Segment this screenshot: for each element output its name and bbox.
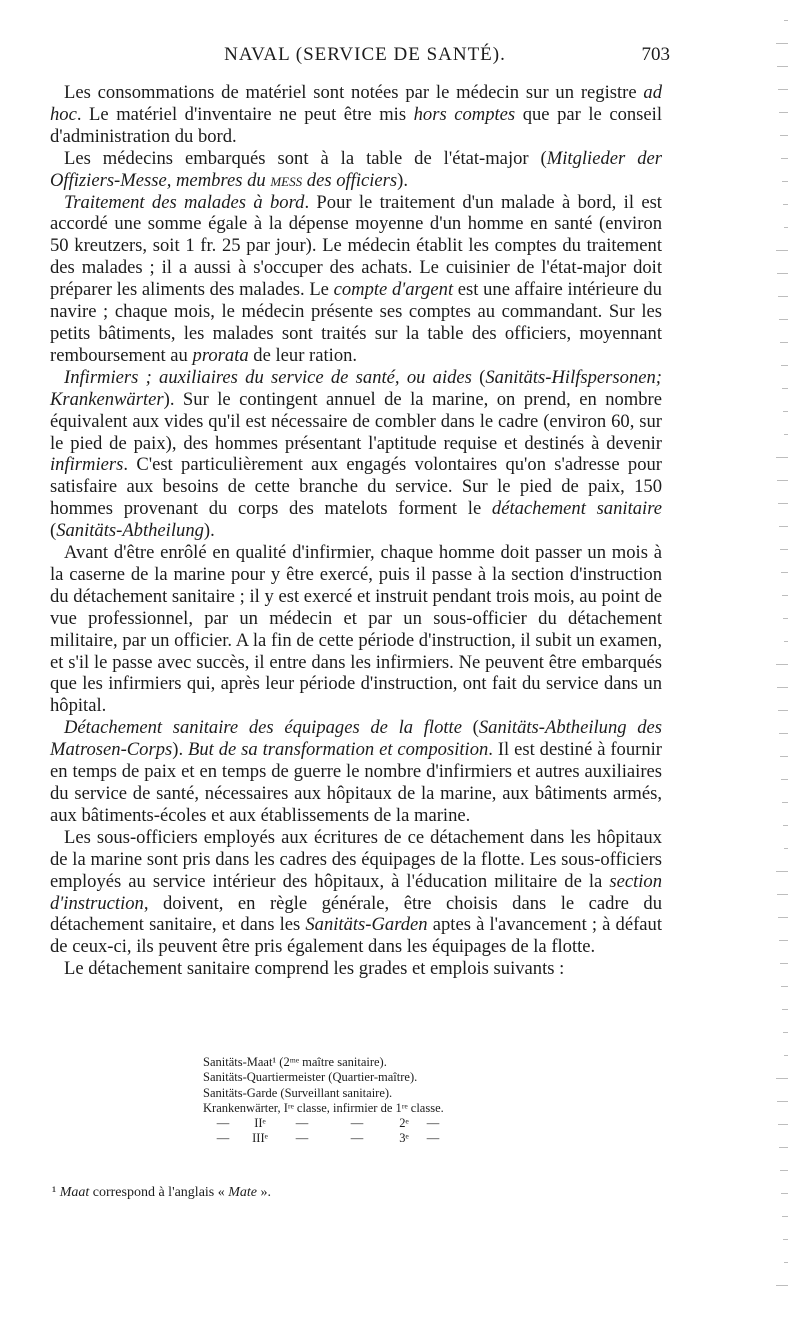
text-run: . Pour le traitement d'un malade à bord, il est accordé une somme égale à la dépense moyenne d'un homme en santé (environ 50 kreutzers, soit 1 fr. 25 par jour). Le médecin établit les comptes du traitement des malades ; il a aussi à s'occuper des achats. Le cuisinier de l'état-major doit préparer les aliments des malades. Le bbox=[50, 191, 662, 301]
edge-mark bbox=[777, 273, 788, 274]
edge-mark bbox=[784, 20, 788, 21]
edge-mark bbox=[784, 227, 788, 228]
italic-text: But de sa transformation et composition bbox=[188, 739, 489, 761]
footnote-term: Maat bbox=[59, 1185, 90, 1200]
ditto-mark: — bbox=[350, 1131, 364, 1146]
edge-mark bbox=[781, 365, 788, 366]
ditto-mark: — bbox=[426, 1131, 440, 1146]
text-run: . Il est destiné à fournir en temps de paix et en temps de guerre le nombre d'infirmiers et autres auxiliaires du service de santé, nécessaires aux hôpitaux de la marine, aux bâtiments armés, aux bâtiments-écoles et aux établissements de la marine. bbox=[50, 739, 662, 826]
grade-row-2 bbox=[203, 1116, 523, 1131]
text-run: Les consommations de matériel sont notées par le médecin sur un registre bbox=[64, 82, 644, 103]
edge-mark bbox=[784, 1262, 788, 1263]
italic-text: Mitglieder der Offiziers-Messe, membres du bbox=[50, 147, 663, 191]
text-run: est une affaire intérieure du navire ; chaque mois, le médecin présente ses comptes au commandant. Sur les petits bâtiments, les malades sont traités sur la table des officiers, moyennant remboursement au bbox=[50, 279, 662, 366]
ditto-mark: — bbox=[426, 1116, 440, 1131]
edge-mark bbox=[779, 112, 788, 113]
italic-text: Détachement sanitaire des équipages de la flotte bbox=[64, 717, 462, 739]
edge-mark bbox=[777, 894, 788, 895]
text-run: ). bbox=[397, 169, 408, 191]
edge-mark bbox=[783, 1032, 788, 1033]
edge-mark bbox=[776, 457, 788, 458]
ditto-mark: — bbox=[295, 1131, 309, 1146]
edge-mark bbox=[777, 66, 788, 67]
footnote-marker: ¹ bbox=[52, 1185, 57, 1200]
edge-mark bbox=[781, 572, 788, 573]
edge-mark bbox=[776, 250, 788, 251]
italic-text: infirmiers bbox=[50, 454, 124, 476]
italic-text: Sanitäts-Hilfspersonen; Krankenwärter bbox=[50, 366, 662, 410]
edge-mark bbox=[776, 1285, 788, 1286]
grade-line: Sanitäts-Maat¹ (2ᵐᵉ maître sanitaire). bbox=[203, 1055, 387, 1069]
text-run: ). Sur le contingent annuel de la marine, on prend, en nombre équivalent aux vides qu'il est nécessaire de combler dans le cadre (environ 60, sur le pied de paix), des hommes présentant l'aptitude requise et destinés à devenir bbox=[50, 388, 662, 454]
footnote bbox=[52, 1185, 652, 1201]
text-run: Le détachement sanitaire comprend les grades et emplois suivants : bbox=[64, 958, 565, 980]
italic-text: hors comptes bbox=[413, 103, 516, 125]
paragraph bbox=[50, 82, 662, 148]
class-number: 2ᵉ bbox=[399, 1116, 409, 1131]
ditto-mark: — bbox=[216, 1131, 230, 1146]
ditto-mark: — bbox=[295, 1116, 309, 1131]
edge-mark bbox=[781, 986, 788, 987]
italic-text: compte d'argent bbox=[333, 279, 454, 301]
edge-mark bbox=[778, 89, 788, 90]
ditto-mark: — bbox=[350, 1116, 364, 1131]
paragraph bbox=[50, 192, 662, 367]
page-number: 703 bbox=[641, 44, 670, 65]
italic-text: Sanitäts-Garden bbox=[305, 914, 428, 936]
edge-mark bbox=[783, 825, 788, 826]
italic-text: des officiers bbox=[302, 169, 398, 191]
text-run: ( bbox=[471, 366, 486, 388]
text-run: . Le matériel d'inventaire ne peut être mis bbox=[76, 103, 414, 125]
edge-mark bbox=[777, 480, 788, 481]
italic-text: ad hoc bbox=[50, 82, 662, 125]
grade-row-3 bbox=[203, 1131, 523, 1146]
paragraph bbox=[50, 958, 662, 980]
edge-mark bbox=[781, 779, 788, 780]
edge-mark bbox=[779, 733, 788, 734]
text-run: ( bbox=[461, 717, 479, 739]
text-run: ( bbox=[50, 520, 57, 542]
text-run: ). bbox=[203, 520, 215, 542]
text-run: , doivent, en règle générale, être choisis dans le cadre du détachement sanitaire, et dans les bbox=[50, 892, 662, 936]
edge-mark bbox=[784, 848, 788, 849]
edge-mark bbox=[780, 963, 788, 964]
edge-mark bbox=[776, 664, 788, 665]
edge-mark bbox=[783, 411, 788, 412]
edge-mark bbox=[781, 1193, 788, 1194]
edge-mark bbox=[779, 526, 788, 527]
paragraph bbox=[50, 367, 662, 542]
footnote-close: ». bbox=[257, 1185, 272, 1200]
paragraph bbox=[50, 717, 662, 827]
edge-mark bbox=[780, 342, 788, 343]
italic-text: Infirmiers ; auxiliaires du service de santé, ou aides bbox=[64, 366, 472, 388]
running-head: NAVAL (SERVICE DE SANTÉ). bbox=[224, 44, 506, 65]
page-edge-marks bbox=[772, 20, 794, 1310]
paragraph bbox=[50, 542, 662, 717]
edge-mark bbox=[782, 595, 788, 596]
paragraph bbox=[50, 827, 662, 958]
edge-mark bbox=[778, 1124, 788, 1125]
edge-mark bbox=[784, 641, 788, 642]
edge-mark bbox=[776, 871, 788, 872]
italic-text: Traitement des malades à bord bbox=[64, 191, 305, 213]
edge-mark bbox=[781, 158, 788, 159]
footnote-text: correspond à l'anglais « bbox=[89, 1185, 229, 1200]
grade-line: Krankenwärter, Iʳᵉ classe, infirmier de 1ʳᵉ classe. bbox=[203, 1100, 444, 1115]
edge-mark bbox=[784, 434, 788, 435]
edge-mark bbox=[777, 687, 788, 688]
edge-mark bbox=[780, 1170, 788, 1171]
body-text bbox=[50, 82, 662, 980]
grades-list bbox=[203, 1055, 523, 1147]
text-run: ). bbox=[172, 739, 188, 761]
edge-mark bbox=[782, 181, 788, 182]
text-run: Les sous-officiers employés aux écritures de ce détachement dans les hôpitaux de la marine sont pris dans les cadres des équipages de la flotte. Les sous-officiers employés au service intérieur des hôpitaux, à l'éducation militaire de la bbox=[50, 826, 662, 892]
edge-mark bbox=[779, 1147, 788, 1148]
italic-text: prorata bbox=[192, 344, 249, 366]
edge-mark bbox=[779, 319, 788, 320]
footnote-english: Mate bbox=[228, 1185, 258, 1200]
edge-mark bbox=[782, 388, 788, 389]
edge-mark bbox=[778, 296, 788, 297]
grade-line: Sanitäts-Garde (Surveillant sanitaire). bbox=[203, 1085, 393, 1100]
text-run: aptes à l'avancement ; à défaut de ceux-ci, ils peuvent être pris également dans les équipages de la flotte. bbox=[50, 914, 662, 958]
text-run: Avant d'être enrôlé en qualité d'infirmier, chaque homme doit passer un mois à la caserne de la marine pour y être exercé, puis il passe à la section d'instruction du détachement sanitaire ; il y est exercé et instruit pendant trois mois, au point de vue professionnel, par un médecin et par un sous-officier du détachement militaire, par un officier. A la fin de cette période d'instruction, il subit un examen, et s'il le passe avec succès, il entre dans les infirmiers. Ne peuvent être embarqués que les infirmiers qui, après leur période d'instruction, ont fait du service dans un hôpital. bbox=[50, 542, 662, 717]
edge-mark bbox=[778, 917, 788, 918]
edge-mark bbox=[782, 1009, 788, 1010]
italic-text: Sanitäts-Abtheilung des Matrosen-Corps bbox=[50, 717, 663, 761]
edge-mark bbox=[783, 1239, 788, 1240]
edge-mark bbox=[778, 710, 788, 711]
italic-text: Sanitäts-Abtheilung bbox=[56, 520, 204, 542]
edge-mark bbox=[778, 503, 788, 504]
page-header bbox=[60, 44, 670, 74]
edge-mark bbox=[784, 1055, 788, 1056]
small-caps-text: mess bbox=[270, 169, 303, 191]
edge-mark bbox=[779, 940, 788, 941]
text-run: que par le conseil d'administration du bord. bbox=[50, 103, 662, 147]
edge-mark bbox=[782, 1216, 788, 1217]
edge-mark bbox=[780, 135, 788, 136]
edge-mark bbox=[780, 549, 788, 550]
text-run: . C'est particulièrement aux engagés volontaires qu'on s'adresse pour satisfaire aux besoins de cette branche du service. Sur le pied de paix, 150 hommes provenant du corps des matelots forment le bbox=[50, 454, 662, 520]
edge-mark bbox=[783, 204, 788, 205]
grade-line: Sanitäts-Quartiermeister (Quartier-maître). bbox=[203, 1070, 418, 1085]
edge-mark bbox=[776, 43, 788, 44]
class-numeral: IIᵉ bbox=[254, 1116, 266, 1131]
edge-mark bbox=[776, 1078, 788, 1079]
italic-text: détachement sanitaire bbox=[491, 498, 662, 520]
edge-mark bbox=[780, 756, 788, 757]
class-numeral: IIIᵉ bbox=[252, 1131, 268, 1146]
edge-mark bbox=[782, 802, 788, 803]
edge-mark bbox=[783, 618, 788, 619]
text-run: de leur ration. bbox=[248, 344, 358, 366]
paragraph bbox=[50, 148, 662, 192]
ditto-mark: — bbox=[216, 1116, 230, 1131]
italic-text: section d'instruction bbox=[50, 870, 662, 914]
text-run: Les médecins embarqués sont à la table de l'état-major ( bbox=[64, 147, 547, 169]
edge-mark bbox=[777, 1101, 788, 1102]
class-number: 3ᵉ bbox=[399, 1131, 409, 1146]
